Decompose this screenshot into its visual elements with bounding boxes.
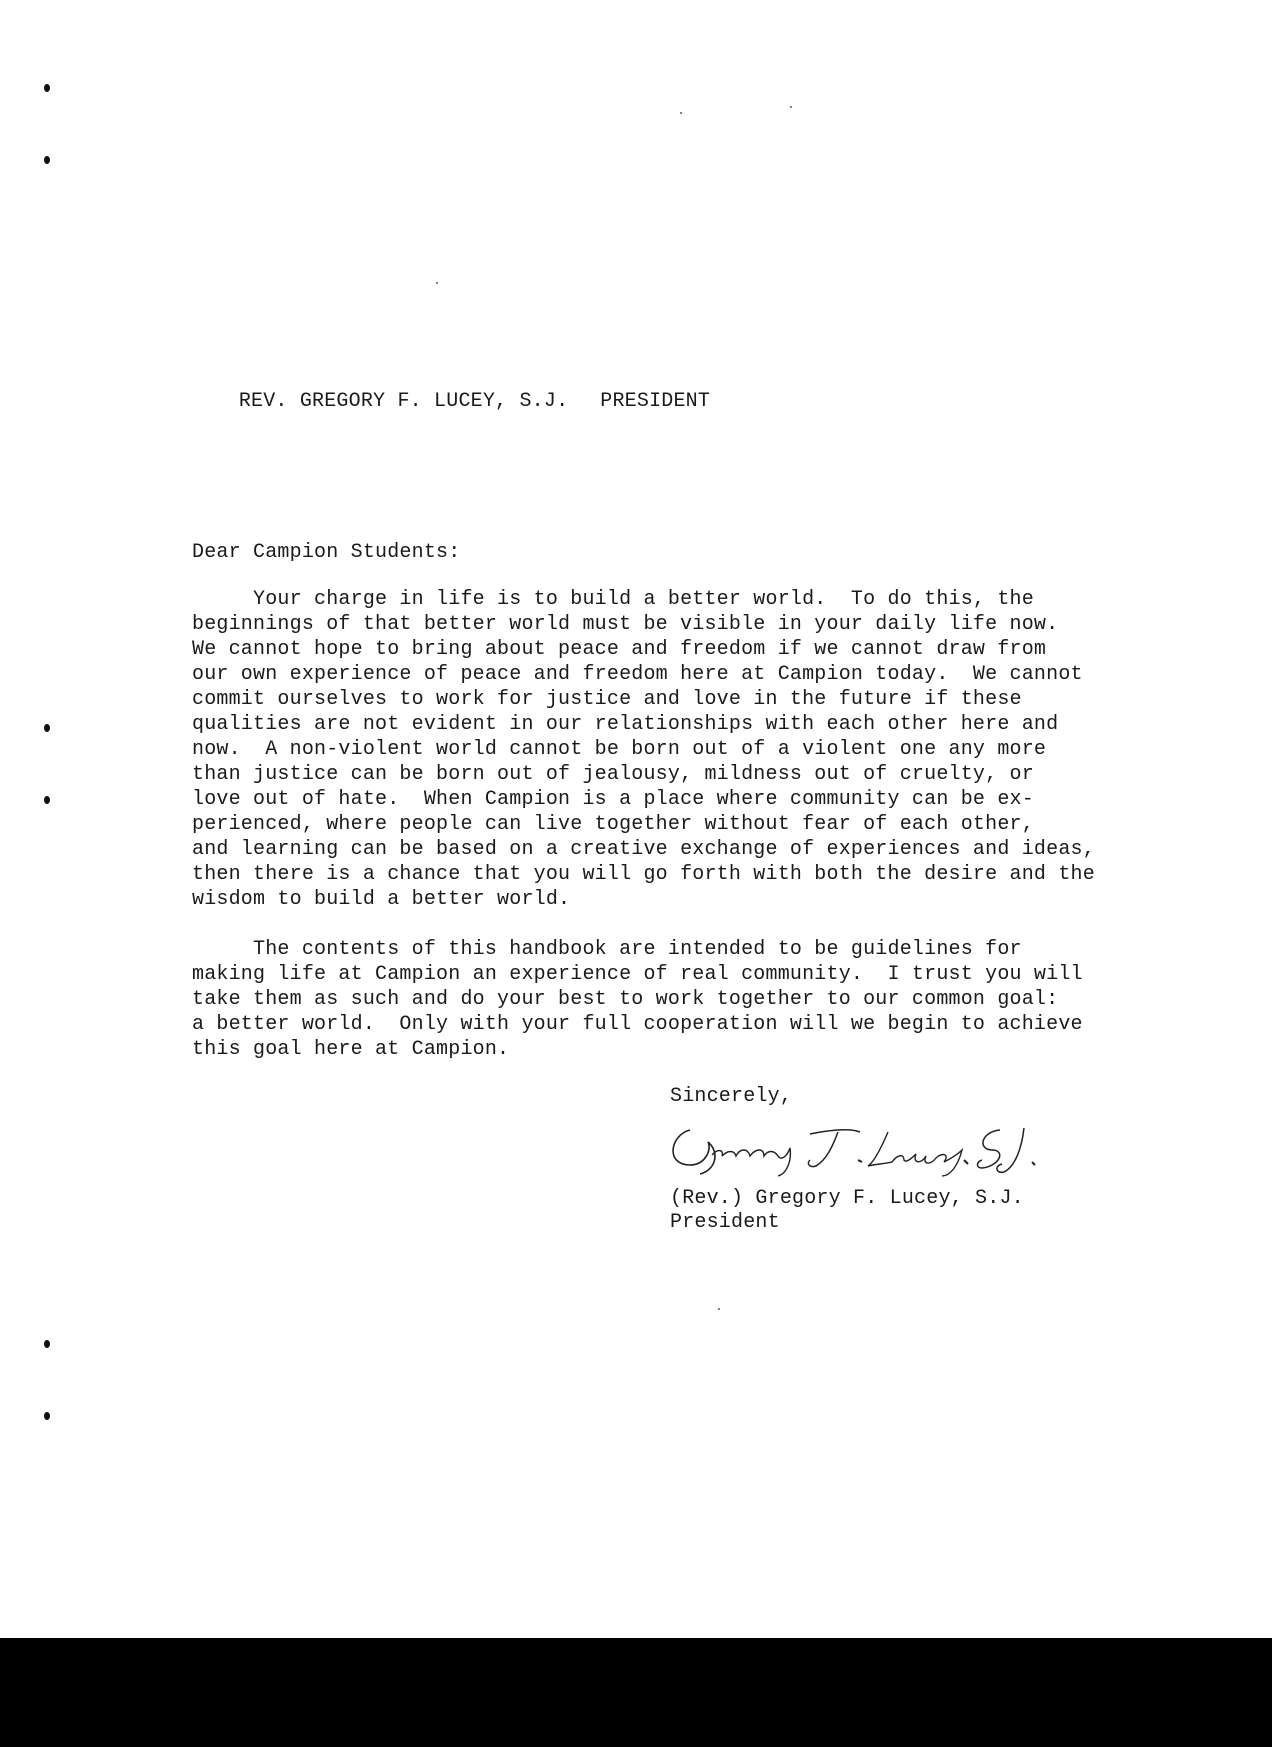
paper-speck (436, 282, 438, 284)
signer-title: President (670, 1211, 780, 1234)
text-line: perienced, where people can live together without fear of each other, (192, 813, 1034, 836)
text-line: take them as such and do your best to work together to our common goal: (192, 988, 1059, 1011)
signer-name: (Rev.) Gregory F. Lucey, S.J. (670, 1187, 1024, 1210)
text-line: and learning can be based on a creative exchange of experiences and ideas, (192, 838, 1095, 861)
text-line: now. A non-violent world cannot be born out of a violent one any more (192, 738, 1047, 761)
scan-border (0, 1638, 1272, 1747)
text-line: then there is a chance that you will go forth with both the desire and the (192, 863, 1095, 886)
header-title: PRESIDENT (600, 390, 711, 413)
text-line: this goal here at Campion. (192, 1038, 510, 1061)
text-line: beginnings of that better world must be visible in your daily life now. (192, 613, 1059, 636)
text-line: qualities are not evident in our relationships with each other here and (192, 713, 1059, 736)
text-line: our own experience of peace and freedom here at Campion today. We cannot (192, 663, 1083, 686)
text-line: making life at Campion an experience of real community. I trust you will (192, 963, 1083, 986)
handwritten-signature (660, 1110, 1060, 1180)
header-name: REV. GREGORY F. LUCEY, S.J. (238, 390, 569, 413)
punch-hole-mark (44, 1412, 50, 1420)
text-line: We cannot hope to bring about peace and freedom if we cannot draw from (192, 638, 1047, 661)
text-line: love out of hate. When Campion is a place where community can be ex- (192, 788, 1034, 811)
text-line: commit ourselves to work for justice and love in the future if these (192, 688, 1022, 711)
punch-hole-mark (44, 156, 50, 164)
body-paragraph-2 (192, 937, 1083, 1062)
punch-hole-mark (44, 796, 50, 804)
text-line: wisdom to build a better world. (192, 888, 571, 911)
paper-speck (718, 1308, 720, 1310)
punch-hole-mark (44, 724, 50, 732)
letterhead (190, 364, 710, 439)
punch-hole-mark (44, 84, 50, 92)
text-line: The contents of this handbook are intended to be guidelines for (192, 938, 1022, 961)
text-line: Your charge in life is to build a better world. To do this, the (192, 588, 1034, 611)
punch-hole-mark (44, 1340, 50, 1348)
body-paragraph-1 (192, 587, 1095, 912)
closing: Sincerely, (670, 1085, 793, 1108)
salutation: Dear Campion Students: (192, 541, 461, 564)
paper-speck (790, 106, 792, 108)
text-line: than justice can be born out of jealousy, mildness out of cruelty, or (192, 763, 1034, 786)
paper-speck (680, 112, 682, 114)
text-line: a better world. Only with your full cooperation will we begin to achieve (192, 1013, 1083, 1036)
